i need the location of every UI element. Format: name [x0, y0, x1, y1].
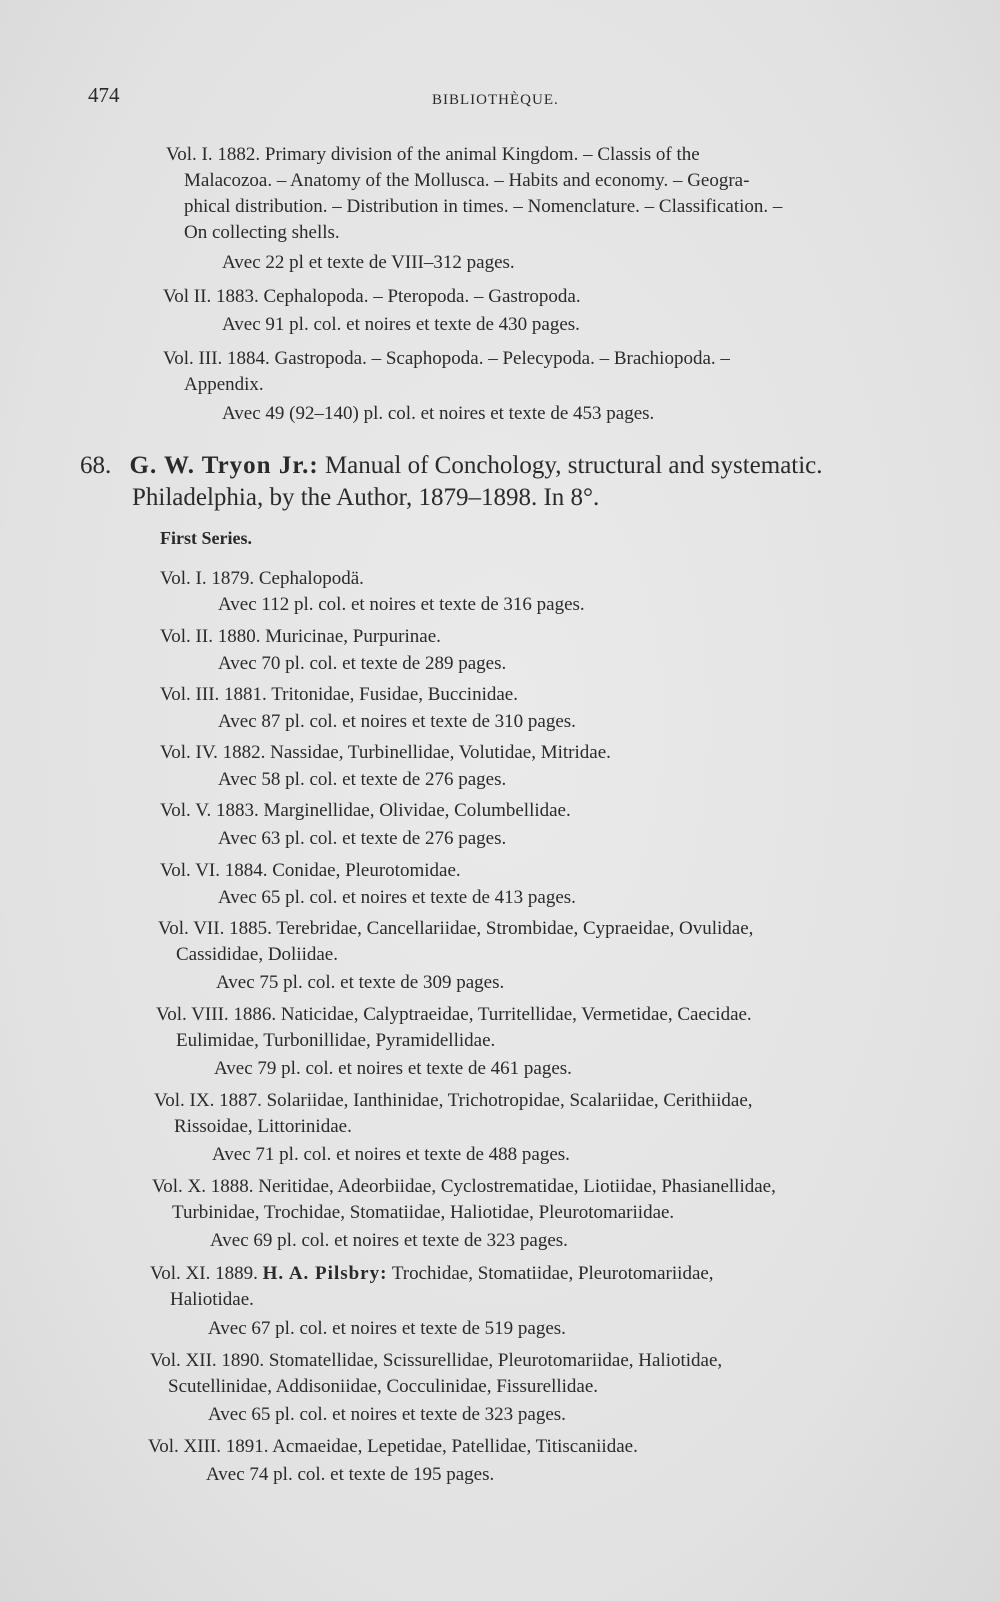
volume-detail: Avec 69 pl. col. et noires et texte de 323 pages. — [210, 1230, 568, 1251]
text-line: Avec 91 pl. col. et noires et texte de 430 pages. — [222, 314, 580, 335]
volume-detail: Avec 112 pl. col. et noires et texte de 316 pages. — [218, 594, 585, 615]
text-line: Vol. I. 1882. Primary division of the animal Kingdom. – Classis of the — [166, 144, 700, 165]
volume-detail: Avec 70 pl. col. et texte de 289 pages. — [218, 653, 507, 674]
volume-detail: Avec 65 pl. col. et noires et texte de 323 pages. — [208, 1404, 566, 1425]
volume-line-cont: Turbinidae, Trochidae, Stomatiidae, Haliotidae, Pleurotomariidae. — [172, 1202, 675, 1223]
volume-line-cont: Eulimidae, Turbonillidae, Pyramidellidae. — [176, 1030, 496, 1051]
volume-line: Vol. II. 1880. Muricinae, Purpurinae. — [160, 626, 441, 647]
volume-line: Vol. IV. 1882. Nassidae, Turbinellidae, Volutidae, Mitridae. — [160, 742, 611, 763]
text-line: Vol. III. 1884. Gastropoda. – Scaphopoda. – Pelecypoda. – Brachiopoda. – — [163, 348, 730, 369]
entry-imprint: Philadelphia, by the Author, 1879–1898. In 8°. — [132, 484, 600, 511]
text-line: Malacozoa. – Anatomy of the Mollusca. – Habits and economy. – Geogra- — [184, 170, 750, 191]
vol11-rest: Trochidae, Stomatiidae, Pleurotomariidae, — [387, 1263, 714, 1284]
volume-line: Vol. VII. 1885. Terebridae, Cancellariidae, Strombidae, Cypraeidae, Ovulidae, — [158, 918, 754, 939]
volume-line: Vol. VI. 1884. Conidae, Pleurotomidae. — [160, 860, 461, 881]
vol11-author: H. A. Pilsbry: — [262, 1263, 388, 1284]
volume-line-cont: Rissoidae, Littorinidae. — [174, 1116, 352, 1137]
running-header: BIBLIOTHÈQUE. — [432, 92, 559, 108]
volume-detail: Avec 71 pl. col. et noires et texte de 488 pages. — [212, 1144, 570, 1165]
volume-detail: Avec 75 pl. col. et texte de 309 pages. — [216, 972, 505, 993]
text-line: Avec 49 (92–140) pl. col. et noires et texte de 453 pages. — [222, 403, 655, 424]
volume-detail: Avec 65 pl. col. et noires et texte de 413 pages. — [218, 887, 576, 908]
text-line: phical distribution. – Distribution in times. – Nomenclature. – Classification. – — [184, 196, 783, 217]
volume-detail: Avec 79 pl. col. et noires et texte de 461 pages. — [214, 1058, 572, 1079]
volume-line: Vol. III. 1881. Tritonidae, Fusidae, Bucсinidae. — [160, 684, 518, 705]
text-line: On collecting shells. — [184, 222, 340, 243]
volume-detail: Avec 63 pl. col. et texte de 276 pages. — [218, 828, 507, 849]
volume-detail: Avec 67 pl. col. et noires et texte de 519 pages. — [208, 1318, 566, 1339]
vol11-prefix: Vol. XI. 1889. — [150, 1263, 263, 1284]
entry-number: 68. — [80, 452, 112, 479]
volume-line-cont: Haliotidae. — [170, 1289, 254, 1310]
volume-line: Vol. I. 1879. Cephalopodä. — [160, 568, 364, 589]
text-line: Appendix. — [184, 374, 264, 395]
text-line: Avec 22 pl et texte de VIII–312 pages. — [222, 252, 515, 273]
volume-line: Vol. X. 1888. Neritidae, Adeorbiidae, Cyclostrematidae, Liotiidae, Phasianellidae, — [152, 1176, 776, 1197]
volume-detail: Avec 87 pl. col. et noires et texte de 310 pages. — [218, 711, 576, 732]
volume-line: Vol. V. 1883. Marginellidae, Olividae, Columbellidae. — [160, 800, 571, 821]
entry-68-heading — [80, 452, 823, 480]
volume-line: Vol. XIII. 1891. Acmaeidae, Lepetidae, Patellidae, Titiscaniidae. — [148, 1436, 638, 1457]
volume-detail: Avec 74 pl. col. et texte de 195 pages. — [206, 1464, 495, 1485]
entry-author: G. W. Tryon Jr.: — [129, 452, 319, 479]
volume-detail: Avec 58 pl. col. et texte de 276 pages. — [218, 769, 507, 790]
volume-line: Vol. IX. 1887. Solariidae, Ianthinidae, Trichotropidae, Scalariidae, Cerithiidae, — [154, 1090, 753, 1111]
entry-title: Manual of Conchology, structural and systematic. — [318, 452, 823, 479]
volume-line: Vol. VIII. 1886. Naticidae, Calyptraeidae, Turritellidae, Vermetidae, Caecidae. — [156, 1004, 752, 1025]
page-number: 474 — [88, 83, 120, 107]
series-heading: First Series. — [160, 528, 252, 548]
volume-line-vol11 — [150, 1263, 714, 1285]
volume-line: Vol. XII. 1890. Stomatellidae, Scissurellidae, Pleurotomariidae, Haliotidae, — [150, 1350, 723, 1371]
volume-line-cont: Scutellinidae, Addisoniidae, Cocculinidae, Fissurellidae. — [168, 1376, 599, 1397]
text-line: Vol II. 1883. Cephalopoda. – Pteropoda. – Gastropoda. — [163, 286, 581, 307]
volume-line-cont: Cassididae, Doliidae. — [176, 944, 338, 965]
